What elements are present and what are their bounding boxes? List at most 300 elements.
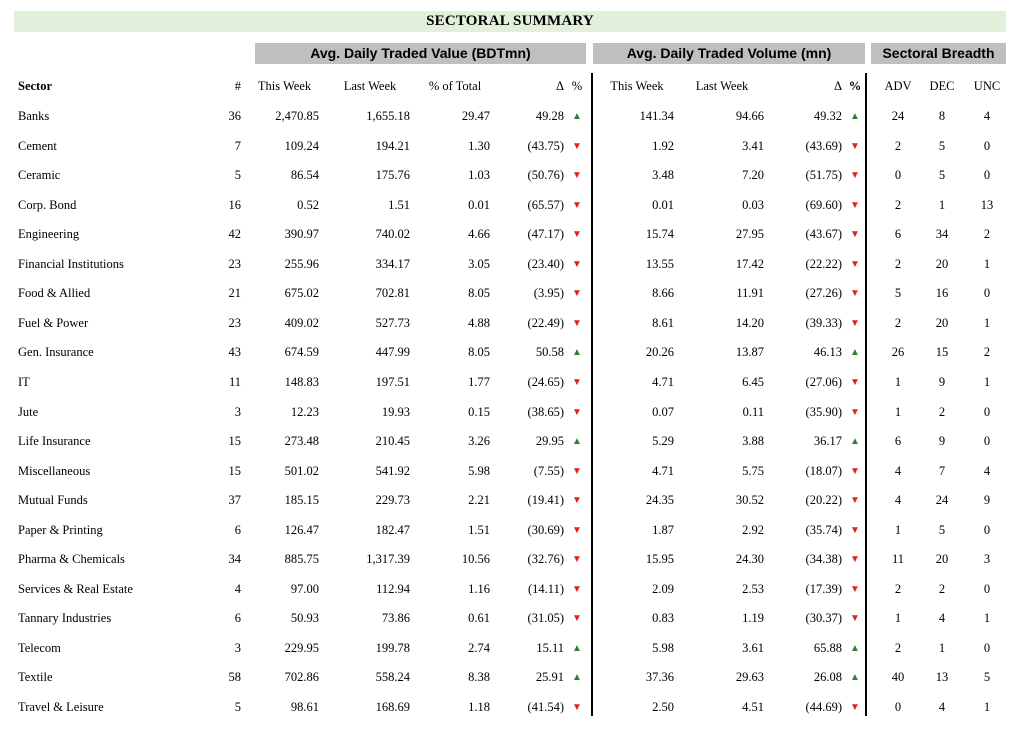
value-pct-total-cell: 1.30 xyxy=(468,138,490,153)
sector-cell: Telecom xyxy=(18,640,61,655)
table-row xyxy=(0,604,1024,634)
sector-cell: Textile xyxy=(18,670,53,685)
volume-this-week-cell: 15.95 xyxy=(645,552,674,567)
count-cell: 42 xyxy=(228,227,241,242)
declines-cell: 20 xyxy=(935,315,949,330)
triangle-up-icon: ▲ xyxy=(572,436,582,448)
value-pct-total-cell: 8.38 xyxy=(468,670,490,685)
count-cell: 34 xyxy=(228,552,241,567)
value-last-week-cell: 168.69 xyxy=(375,700,410,714)
declines-cell: 9 xyxy=(938,374,946,389)
volume-last-week-cell: 5.75 xyxy=(742,463,764,478)
volume-delta-cell: 65.88 xyxy=(813,640,842,655)
unchanged-cell: 4 xyxy=(983,109,991,123)
header-vol-this-week: This Week xyxy=(610,79,664,93)
volume-delta-cell: (51.75) xyxy=(805,168,842,183)
volume-last-week-cell: 2.53 xyxy=(742,581,764,596)
triangle-down-icon: ▼ xyxy=(572,140,582,152)
volume-delta-cell: (43.67) xyxy=(805,227,842,242)
value-delta-cell: (30.69) xyxy=(527,522,564,537)
triangle-down-icon: ▼ xyxy=(572,288,582,300)
value-this-week-cell: 229.95 xyxy=(284,640,319,655)
declines-cell: 9 xyxy=(938,434,946,449)
value-this-week-cell: 50.93 xyxy=(290,611,319,626)
triangle-up-icon: ▲ xyxy=(572,672,582,684)
value-pct-total-cell: 3.05 xyxy=(468,256,490,271)
table-row xyxy=(0,220,1024,250)
value-this-week-cell: 97.00 xyxy=(290,581,319,596)
declines-cell: 20 xyxy=(935,256,949,271)
advances-cell: 2 xyxy=(894,315,902,330)
unchanged-cell: 0 xyxy=(983,404,991,419)
table-row xyxy=(0,575,1024,605)
triangle-down-icon: ▼ xyxy=(572,583,582,595)
advances-cell: 2 xyxy=(894,640,902,655)
table-row xyxy=(0,663,1024,693)
unchanged-cell: 1 xyxy=(983,315,991,330)
value-last-week-cell: 1,317.39 xyxy=(366,552,410,567)
value-delta-cell: (7.55) xyxy=(533,463,564,478)
volume-delta-cell: (22.22) xyxy=(805,256,842,271)
volume-last-week-cell: 3.88 xyxy=(742,434,764,449)
volume-this-week-cell: 4.71 xyxy=(652,463,674,478)
sector-cell: Corp. Bond xyxy=(18,197,77,212)
unchanged-cell: 0 xyxy=(983,138,991,153)
value-delta-cell: 49.28 xyxy=(535,109,564,123)
triangle-down-icon: ▼ xyxy=(850,524,860,536)
volume-this-week-cell: 0.07 xyxy=(652,404,674,419)
volume-delta-cell: 26.08 xyxy=(813,670,842,685)
value-this-week-cell: 109.24 xyxy=(284,138,319,153)
count-cell: 4 xyxy=(234,581,241,596)
unchanged-cell: 3 xyxy=(983,552,991,567)
value-last-week-cell: 19.93 xyxy=(381,404,410,419)
table-row xyxy=(0,250,1024,280)
value-pct-total-cell: 2.21 xyxy=(468,493,490,508)
declines-cell: 5 xyxy=(938,138,946,153)
value-last-week-cell: 182.47 xyxy=(375,522,410,537)
volume-last-week-cell: 24.30 xyxy=(735,552,764,567)
unchanged-cell: 0 xyxy=(983,168,991,183)
volume-last-week-cell: 0.11 xyxy=(742,404,764,419)
count-cell: 11 xyxy=(228,374,241,389)
sector-cell: Paper & Printing xyxy=(18,522,103,537)
value-this-week-cell: 148.83 xyxy=(284,374,319,389)
triangle-down-icon: ▼ xyxy=(850,554,860,566)
value-delta-cell: (65.57) xyxy=(527,197,564,212)
triangle-down-icon: ▼ xyxy=(850,583,860,595)
value-pct-total-cell: 29.47 xyxy=(461,109,490,123)
value-delta-cell: (31.05) xyxy=(527,611,564,626)
volume-delta-cell: (20.22) xyxy=(805,493,842,508)
declines-cell: 2 xyxy=(938,581,946,596)
value-this-week-cell: 98.61 xyxy=(290,700,319,714)
volume-delta-cell: (18.07) xyxy=(805,463,842,478)
volume-this-week-cell: 3.48 xyxy=(652,168,674,183)
volume-last-week-cell: 4.51 xyxy=(742,700,764,714)
volume-delta-cell: (30.37) xyxy=(805,611,842,626)
value-this-week-cell: 885.75 xyxy=(284,552,319,567)
triangle-down-icon: ▼ xyxy=(850,702,860,713)
value-delta-cell: (47.17) xyxy=(527,227,564,242)
value-pct-total-cell: 1.51 xyxy=(468,522,490,537)
triangle-down-icon: ▼ xyxy=(572,170,582,182)
triangle-up-icon: ▲ xyxy=(850,436,860,448)
volume-delta-cell: (69.60) xyxy=(805,197,842,212)
sector-cell: Financial Institutions xyxy=(18,256,124,271)
table-row xyxy=(0,427,1024,457)
table-row xyxy=(0,516,1024,546)
count-cell: 37 xyxy=(228,493,241,508)
value-this-week-cell: 674.59 xyxy=(284,345,319,360)
value-last-week-cell: 197.51 xyxy=(375,374,410,389)
sector-cell: Miscellaneous xyxy=(18,463,91,478)
unchanged-cell: 4 xyxy=(983,463,991,478)
triangle-up-icon: ▲ xyxy=(572,111,582,122)
volume-this-week-cell: 13.55 xyxy=(645,256,674,271)
volume-this-week-cell: 2.09 xyxy=(652,581,674,596)
declines-cell: 34 xyxy=(935,227,949,242)
value-delta-cell: (41.54) xyxy=(527,700,564,714)
value-this-week-cell: 86.54 xyxy=(290,168,319,183)
header-adv: ADV xyxy=(884,79,912,93)
value-this-week-cell: 255.96 xyxy=(284,256,319,271)
header-pct: % xyxy=(571,79,583,93)
table-header-row xyxy=(0,72,1024,102)
advances-cell: 11 xyxy=(891,552,905,567)
unchanged-cell: 2 xyxy=(983,345,991,360)
declines-cell: 1 xyxy=(938,640,946,655)
triangle-down-icon: ▼ xyxy=(850,317,860,329)
volume-delta-cell: (44.69) xyxy=(805,700,842,714)
advances-cell: 40 xyxy=(891,670,905,685)
header-vol-delta: Δ xyxy=(833,79,842,93)
count-cell: 3 xyxy=(234,640,241,655)
count-cell: 23 xyxy=(228,256,241,271)
value-this-week-cell: 2,470.85 xyxy=(275,109,319,123)
sector-cell: Engineering xyxy=(18,227,80,242)
volume-delta-cell: (27.06) xyxy=(805,374,842,389)
value-pct-total-cell: 0.01 xyxy=(468,197,490,212)
triangle-down-icon: ▼ xyxy=(572,406,582,418)
volume-delta-cell: (17.39) xyxy=(805,581,842,596)
sector-cell: Mutual Funds xyxy=(18,493,88,508)
value-this-week-cell: 501.02 xyxy=(284,463,319,478)
volume-last-week-cell: 0.03 xyxy=(742,197,764,212)
value-this-week-cell: 390.97 xyxy=(284,227,319,242)
unchanged-cell: 13 xyxy=(980,197,994,212)
page-title: SECTORAL SUMMARY xyxy=(14,11,1006,32)
unchanged-cell: 1 xyxy=(983,700,991,714)
triangle-down-icon: ▼ xyxy=(572,613,582,625)
volume-this-week-cell: 37.36 xyxy=(645,670,674,685)
table-row xyxy=(0,102,1024,132)
value-last-week-cell: 740.02 xyxy=(375,227,410,242)
volume-last-week-cell: 27.95 xyxy=(735,227,764,242)
volume-delta-cell: 46.13 xyxy=(813,345,842,360)
value-pct-total-cell: 8.05 xyxy=(468,286,490,301)
sector-cell: Travel & Leisure xyxy=(18,700,104,714)
value-delta-cell: (14.11) xyxy=(528,581,564,596)
sector-cell: Tannary Industries xyxy=(18,611,112,626)
volume-last-week-cell: 7.20 xyxy=(742,168,764,183)
table-row xyxy=(0,457,1024,487)
count-cell: 5 xyxy=(234,168,241,183)
volume-this-week-cell: 0.01 xyxy=(652,197,674,212)
declines-cell: 8 xyxy=(938,109,946,123)
volume-delta-cell: (27.26) xyxy=(805,286,842,301)
declines-cell: 20 xyxy=(935,552,949,567)
advances-cell: 24 xyxy=(891,109,905,123)
table-row xyxy=(0,161,1024,191)
value-delta-cell: (23.40) xyxy=(527,256,564,271)
volume-last-week-cell: 94.66 xyxy=(735,109,764,123)
advances-cell: 26 xyxy=(891,345,905,360)
table-row xyxy=(0,486,1024,516)
declines-cell: 24 xyxy=(935,493,949,508)
value-pct-total-cell: 1.77 xyxy=(468,374,490,389)
value-last-week-cell: 210.45 xyxy=(375,434,410,449)
advances-cell: 2 xyxy=(894,197,902,212)
sector-cell: Banks xyxy=(18,109,50,123)
count-cell: 23 xyxy=(228,315,241,330)
value-this-week-cell: 409.02 xyxy=(284,315,319,330)
volume-last-week-cell: 17.42 xyxy=(735,256,764,271)
volume-delta-cell: (43.69) xyxy=(805,138,842,153)
triangle-down-icon: ▼ xyxy=(850,199,860,211)
advances-cell: 2 xyxy=(894,581,902,596)
count-cell: 21 xyxy=(228,286,241,301)
table-row xyxy=(0,279,1024,309)
triangle-up-icon: ▲ xyxy=(850,111,860,122)
header-sector: Sector xyxy=(18,79,53,93)
count-cell: 15 xyxy=(228,434,241,449)
advances-cell: 1 xyxy=(894,374,902,389)
value-pct-total-cell: 1.16 xyxy=(468,581,490,596)
value-last-week-cell: 175.76 xyxy=(375,168,410,183)
unchanged-cell: 1 xyxy=(983,611,991,626)
volume-delta-cell: 36.17 xyxy=(813,434,842,449)
advances-cell: 1 xyxy=(894,611,902,626)
triangle-down-icon: ▼ xyxy=(572,465,582,477)
triangle-down-icon: ▼ xyxy=(850,613,860,625)
volume-this-week-cell: 2.50 xyxy=(652,700,674,714)
group-header-volume: Avg. Daily Traded Volume (mn) xyxy=(593,43,865,64)
value-this-week-cell: 126.47 xyxy=(284,522,319,537)
value-delta-cell: (22.49) xyxy=(527,315,564,330)
sector-cell: Food & Allied xyxy=(18,286,91,301)
value-pct-total-cell: 0.61 xyxy=(468,611,490,626)
value-last-week-cell: 334.17 xyxy=(375,256,410,271)
triangle-down-icon: ▼ xyxy=(572,495,582,507)
advances-cell: 0 xyxy=(894,168,902,183)
triangle-up-icon: ▲ xyxy=(572,347,582,359)
triangle-down-icon: ▼ xyxy=(572,524,582,536)
value-delta-cell: (24.65) xyxy=(527,374,564,389)
sector-cell: Ceramic xyxy=(18,168,61,183)
value-this-week-cell: 702.86 xyxy=(284,670,319,685)
unchanged-cell: 0 xyxy=(983,434,991,449)
volume-this-week-cell: 5.29 xyxy=(652,434,674,449)
volume-last-week-cell: 6.45 xyxy=(742,374,764,389)
header-this-week: This Week xyxy=(257,79,312,93)
volume-last-week-cell: 29.63 xyxy=(735,670,764,685)
value-last-week-cell: 702.81 xyxy=(375,286,410,301)
count-cell: 16 xyxy=(228,197,241,212)
triangle-down-icon: ▼ xyxy=(572,199,582,211)
value-last-week-cell: 112.94 xyxy=(376,581,410,596)
count-cell: 7 xyxy=(234,138,241,153)
value-delta-cell: (3.95) xyxy=(533,286,564,301)
group-header-breadth: Sectoral Breadth xyxy=(871,43,1006,64)
table-row xyxy=(0,398,1024,428)
triangle-down-icon: ▼ xyxy=(572,317,582,329)
value-delta-cell: (50.76) xyxy=(527,168,564,183)
value-this-week-cell: 185.15 xyxy=(284,493,319,508)
triangle-down-icon: ▼ xyxy=(850,406,860,418)
advances-cell: 4 xyxy=(894,463,902,478)
value-this-week-cell: 0.52 xyxy=(297,197,319,212)
value-pct-total-cell: 8.05 xyxy=(468,345,490,360)
value-pct-total-cell: 2.74 xyxy=(468,640,490,655)
value-last-week-cell: 1.51 xyxy=(388,197,410,212)
declines-cell: 4 xyxy=(938,611,946,626)
count-cell: 58 xyxy=(228,670,241,685)
declines-cell: 5 xyxy=(938,168,946,183)
unchanged-cell: 5 xyxy=(983,670,991,685)
sector-cell: Jute xyxy=(18,404,39,419)
volume-this-week-cell: 8.61 xyxy=(652,315,674,330)
declines-cell: 1 xyxy=(938,197,946,212)
header-pct-total: % of Total xyxy=(428,79,482,93)
value-pct-total-cell: 10.56 xyxy=(461,552,490,567)
table-row xyxy=(0,309,1024,339)
declines-cell: 15 xyxy=(935,345,949,360)
unchanged-cell: 0 xyxy=(983,522,991,537)
declines-cell: 2 xyxy=(938,404,946,419)
advances-cell: 6 xyxy=(894,227,902,242)
volume-delta-cell: (35.90) xyxy=(805,404,842,419)
triangle-down-icon: ▼ xyxy=(850,465,860,477)
volume-last-week-cell: 3.41 xyxy=(742,138,764,153)
triangle-down-icon: ▼ xyxy=(572,554,582,566)
volume-last-week-cell: 3.61 xyxy=(742,640,764,655)
header-unc: UNC xyxy=(973,79,1001,93)
value-last-week-cell: 229.73 xyxy=(375,493,410,508)
value-delta-cell: 50.58 xyxy=(535,345,564,360)
advances-cell: 1 xyxy=(894,404,902,419)
volume-this-week-cell: 0.83 xyxy=(652,611,674,626)
header-delta: Δ xyxy=(555,79,564,93)
triangle-up-icon: ▲ xyxy=(850,672,860,684)
unchanged-cell: 9 xyxy=(983,493,991,508)
volume-last-week-cell: 30.52 xyxy=(735,493,764,508)
triangle-up-icon: ▲ xyxy=(572,642,582,654)
volume-last-week-cell: 11.91 xyxy=(736,286,764,301)
triangle-down-icon: ▼ xyxy=(572,258,582,270)
value-delta-cell: 15.11 xyxy=(536,640,564,655)
volume-last-week-cell: 14.20 xyxy=(735,315,764,330)
volume-this-week-cell: 15.74 xyxy=(645,227,674,242)
value-pct-total-cell: 4.66 xyxy=(468,227,490,242)
triangle-down-icon: ▼ xyxy=(850,288,860,300)
value-delta-cell: (38.65) xyxy=(527,404,564,419)
unchanged-cell: 1 xyxy=(983,374,991,389)
unchanged-cell: 0 xyxy=(983,640,991,655)
value-pct-total-cell: 5.98 xyxy=(468,463,490,478)
count-cell: 36 xyxy=(228,109,241,123)
header-vol-last-week: Last Week xyxy=(695,79,749,93)
volume-last-week-cell: 1.19 xyxy=(742,611,764,626)
header-last-week: Last Week xyxy=(343,79,397,93)
volume-delta-cell: (34.38) xyxy=(805,552,842,567)
triangle-down-icon: ▼ xyxy=(850,140,860,152)
advances-cell: 4 xyxy=(894,493,902,508)
volume-delta-cell: (39.33) xyxy=(805,315,842,330)
table-row xyxy=(0,368,1024,398)
advances-cell: 1 xyxy=(894,522,902,537)
table-row xyxy=(0,545,1024,575)
value-delta-cell: 25.91 xyxy=(535,670,564,685)
volume-this-week-cell: 4.71 xyxy=(652,374,674,389)
value-pct-total-cell: 0.15 xyxy=(468,404,490,419)
volume-this-week-cell: 20.26 xyxy=(645,345,674,360)
triangle-down-icon: ▼ xyxy=(850,495,860,507)
count-cell: 15 xyxy=(228,463,241,478)
triangle-down-icon: ▼ xyxy=(850,258,860,270)
table-row xyxy=(0,132,1024,162)
volume-this-week-cell: 5.98 xyxy=(652,640,674,655)
header-count: # xyxy=(234,79,241,93)
value-pct-total-cell: 1.03 xyxy=(468,168,490,183)
advances-cell: 2 xyxy=(894,138,902,153)
sector-cell: Life Insurance xyxy=(18,434,91,449)
unchanged-cell: 1 xyxy=(983,256,991,271)
table-row xyxy=(0,634,1024,664)
value-delta-cell: 29.95 xyxy=(535,434,564,449)
value-delta-cell: (19.41) xyxy=(527,493,564,508)
unchanged-cell: 0 xyxy=(983,581,991,596)
count-cell: 6 xyxy=(234,611,241,626)
unchanged-cell: 0 xyxy=(983,286,991,301)
value-delta-cell: (43.75) xyxy=(527,138,564,153)
value-delta-cell: (32.76) xyxy=(527,552,564,567)
sector-cell: IT xyxy=(18,374,30,389)
value-last-week-cell: 541.92 xyxy=(375,463,410,478)
sector-cell: Fuel & Power xyxy=(18,315,89,330)
table-row xyxy=(0,191,1024,221)
declines-cell: 4 xyxy=(938,700,946,714)
triangle-down-icon: ▼ xyxy=(572,376,582,388)
triangle-up-icon: ▲ xyxy=(850,347,860,359)
volume-delta-cell: (35.74) xyxy=(805,522,842,537)
volume-delta-cell: 49.32 xyxy=(813,109,842,123)
triangle-up-icon: ▲ xyxy=(850,642,860,654)
table-row xyxy=(0,693,1024,723)
value-this-week-cell: 675.02 xyxy=(284,286,319,301)
triangle-down-icon: ▼ xyxy=(572,229,582,241)
triangle-down-icon: ▼ xyxy=(850,376,860,388)
count-cell: 3 xyxy=(234,404,241,419)
header-vol-pct: % xyxy=(848,79,862,93)
unchanged-cell: 2 xyxy=(983,227,991,242)
volume-this-week-cell: 141.34 xyxy=(639,109,674,123)
value-last-week-cell: 73.86 xyxy=(381,611,410,626)
advances-cell: 2 xyxy=(894,256,902,271)
advances-cell: 0 xyxy=(894,700,902,714)
count-cell: 43 xyxy=(228,345,241,360)
value-pct-total-cell: 1.18 xyxy=(468,700,490,714)
